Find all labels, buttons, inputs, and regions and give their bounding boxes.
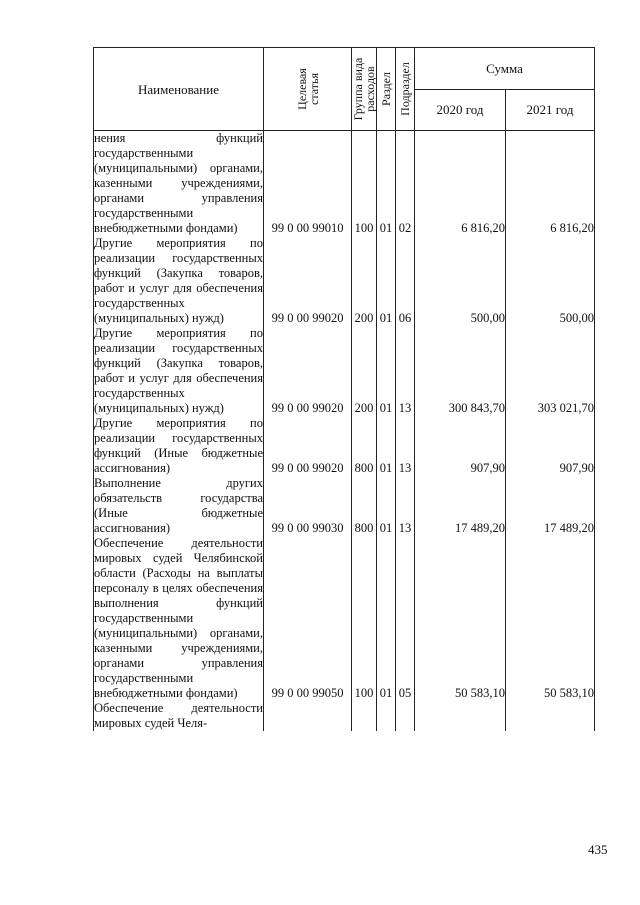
- row-sum-2021: 50 583,10: [506, 536, 595, 701]
- table-row: [94, 326, 595, 416]
- row-name: Выполнение других обязательств государства (Иные бюджетные ассигнования): [94, 476, 263, 535]
- header-subsection-label: Подраздел: [398, 62, 412, 116]
- table-row: [94, 131, 595, 237]
- row-sum-2020: 907,90: [415, 416, 506, 476]
- row-sum-2021: 907,90: [506, 416, 595, 476]
- row-group: 100: [352, 536, 377, 701]
- row-group: [352, 701, 377, 731]
- header-name: Наименование: [94, 48, 264, 131]
- row-sum-2020: 500,00: [415, 236, 506, 326]
- row-section: 01: [377, 326, 396, 416]
- row-article: 99 0 00 99020: [264, 236, 352, 326]
- row-sum-2020: [415, 701, 506, 731]
- row-subsection: 05: [396, 536, 415, 701]
- table-row: [94, 476, 595, 536]
- row-sum-2021: 303 021,70: [506, 326, 595, 416]
- row-section: [377, 701, 396, 731]
- row-subsection: 13: [396, 476, 415, 536]
- row-sum-2020: 6 816,20: [415, 131, 506, 237]
- row-article: 99 0 00 99020: [264, 416, 352, 476]
- row-section: 01: [377, 476, 396, 536]
- row-group: 100: [352, 131, 377, 237]
- row-subsection: 13: [396, 416, 415, 476]
- row-sum-2021: [506, 701, 595, 731]
- header-section: [377, 48, 396, 131]
- row-subsection: 06: [396, 236, 415, 326]
- row-group: 800: [352, 476, 377, 536]
- page-number: 435: [588, 842, 608, 857]
- table-row: [94, 236, 595, 326]
- row-name: Другие мероприятия по реализации государственных функций (Закупка товаров, работ и услуг для обеспечения государственных (муниципальных) нужд): [94, 236, 263, 325]
- row-section: 01: [377, 416, 396, 476]
- row-name: нения функций государственными (муниципальными) органами, казенными учреждениями, органами управления государственными внебюджетными фондами): [94, 131, 263, 235]
- header-article-label: Целевая статья: [294, 68, 321, 110]
- row-article: 99 0 00 99050: [264, 536, 352, 701]
- row-group: 200: [352, 326, 377, 416]
- header-group: [352, 48, 377, 131]
- header-group-label: Группа вида расходов: [351, 57, 377, 121]
- table-row: [94, 416, 595, 476]
- row-name: Другие мероприятия по реализации государственных функций (Иные бюджетные ассигнования): [94, 416, 263, 475]
- row-name: Другие мероприятия по реализации государственных функций (Закупка товаров, работ и услуг для обеспечения государственных (муниципальных) нужд): [94, 326, 263, 415]
- row-article: 99 0 00 99030: [264, 476, 352, 536]
- header-year-2020: 2020 год: [415, 89, 506, 131]
- row-article: 99 0 00 99020: [264, 326, 352, 416]
- row-section: 01: [377, 131, 396, 237]
- row-subsection: 13: [396, 326, 415, 416]
- header-sum: Сумма: [415, 48, 595, 90]
- table-row: [94, 536, 595, 701]
- row-name: Обеспечение деятельности мировых судей Челя-: [94, 701, 263, 730]
- row-sum-2020: 50 583,10: [415, 536, 506, 701]
- row-group: 200: [352, 236, 377, 326]
- row-sum-2021: 17 489,20: [506, 476, 595, 536]
- row-name: Обеспечение деятельности мировых судей Челябинской области (Расходы на выплаты персоналу в целях обеспечения выполнения функций государственными (муниципальными) органами, казенными учреждениями, органами управления государственными внебюджетными фондами): [94, 536, 263, 700]
- header-year-2021: 2021 год: [506, 89, 595, 131]
- row-subsection: [396, 701, 415, 731]
- row-sum-2020: 300 843,70: [415, 326, 506, 416]
- row-sum-2021: 6 816,20: [506, 131, 595, 237]
- header-section-label: Раздел: [379, 72, 393, 106]
- row-section: 01: [377, 236, 396, 326]
- header-subsection: [396, 48, 415, 131]
- row-sum-2020: 17 489,20: [415, 476, 506, 536]
- row-sum-2021: 500,00: [506, 236, 595, 326]
- row-article: 99 0 00 99010: [264, 131, 352, 237]
- header-article: [264, 48, 352, 131]
- row-subsection: 02: [396, 131, 415, 237]
- row-article: [264, 701, 352, 731]
- row-section: 01: [377, 536, 396, 701]
- budget-table: [93, 47, 595, 731]
- row-group: 800: [352, 416, 377, 476]
- table-row: [94, 701, 595, 731]
